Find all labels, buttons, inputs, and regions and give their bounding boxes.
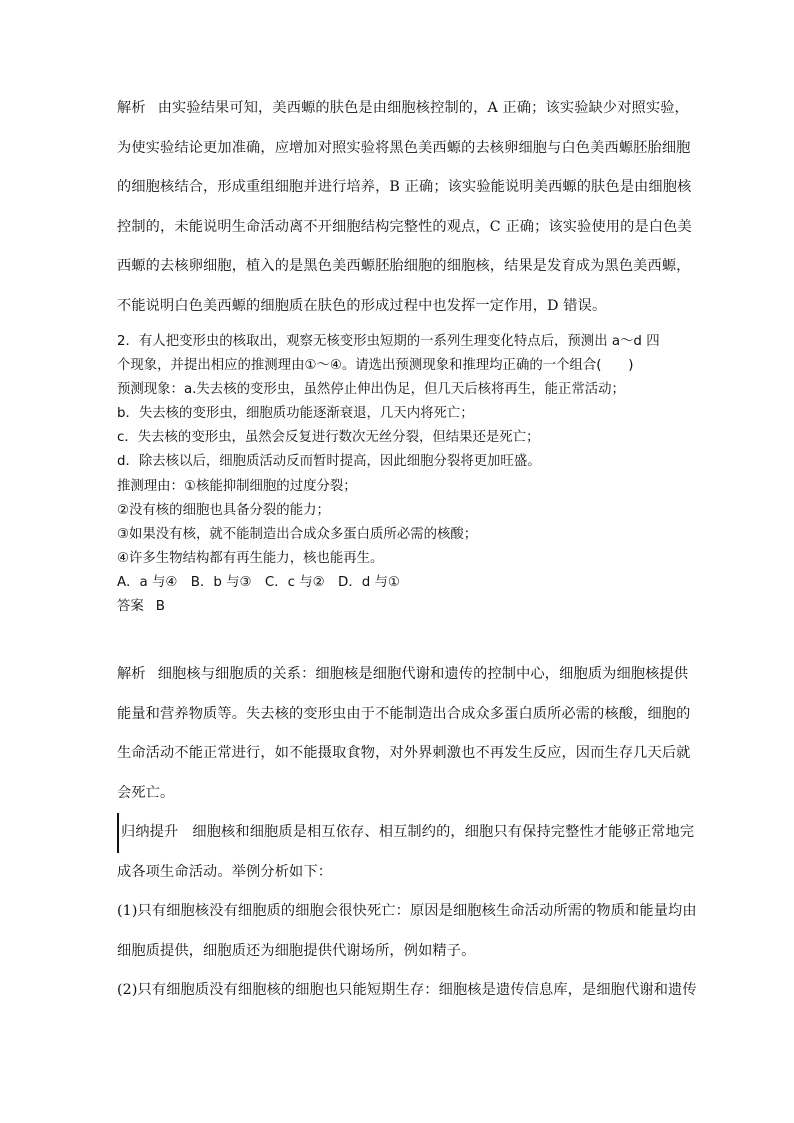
question-stem-line-1: 2．有人把变形虫的核取出，观察无核变形虫短期的一系列生理变化特点后，预测出 a～d 四 <box>117 334 660 349</box>
phenomenon-a: 预测现象：a.失去核的变形虫，虽然停止伸出伪足，但几天后核将再生，能正常活动； <box>117 382 625 398</box>
analysis-label: 解析 <box>117 100 146 116</box>
reason-4: ④许多生物结构都有再生能力，核也能再生。 <box>117 550 384 566</box>
analysis-1-line-3: 的细胞核结合，形成重组细胞并进行培养，B 正确；该实验能说明美西螈的肤色是由细胞核 <box>117 179 692 196</box>
summary-line-2: 成各项生命活动。举例分析如下： <box>117 863 333 880</box>
analysis-1-line-5: 西螈的去核卵细胞，植入的是黑色美西螈胚胎细胞的细胞核，结果是发育成为黑色美西螈， <box>117 258 691 275</box>
analysis-2-line-4: 会死亡。 <box>117 784 175 801</box>
analysis-2-line-2: 能量和营养物质等。失去核的变形虫由于不能制造出合成众多蛋白质所必需的核酸，细胞的 <box>117 705 691 722</box>
analysis-label: 解析 <box>117 666 146 682</box>
analysis-1-line-2: 为使实验结论更加准确，应增加对照实验将黑色美西螈的去核卵细胞与白色美西螈胚胎细胞 <box>117 139 691 156</box>
reason-3: ③如果没有核，就不能制造出合成众多蛋白质所必需的核酸； <box>117 526 478 542</box>
summary-line-1: 归纳提升 细胞核和细胞质是相互依存、相互制约的，细胞只有保持完整性才能够正常地完 <box>117 813 680 853</box>
phenomenon-c: c．失去核的变形虫，虽然会反复进行数次无丝分裂，但结果还是死亡； <box>117 430 540 446</box>
answer-value: B <box>155 599 165 615</box>
analysis-1 <box>117 89 692 327</box>
analysis-2-line-3: 生命活动不能正常进行，如不能摄取食物，对外界刺激也不再发生反应，因而生存几天后就 <box>117 745 691 762</box>
phenomenon-d: d．除去核以后，细胞质活动反而暂时提高，因此细胞分裂将更加旺盛。 <box>117 454 541 470</box>
analysis-2 <box>117 655 691 813</box>
summary-line-3: (1)只有细胞核没有细胞质的细胞会很快死亡：原因是细胞核生命活动所需的物质和能量均由 <box>117 903 697 920</box>
phenomenon-b: b．失去核的变形虫，细胞质功能逐渐衰退，几天内将死亡； <box>117 406 474 422</box>
summary-line-4: 细胞质提供，细胞质还为细胞提供代谢场所，例如精子。 <box>117 942 476 959</box>
analysis-2-line-1: 解析 细胞核与细胞质的关系：细胞核是细胞代谢和遗传的控制中心，细胞质为细胞核提供 <box>117 666 689 682</box>
summary-tag: 归纳提升 <box>117 813 178 853</box>
question-2 <box>117 330 680 619</box>
analysis-1-line-4: 控制的，未能说明生命活动离不开细胞结构完整性的观点，C 正确；该实验使用的是白色美 <box>117 218 692 235</box>
analysis-1-line-1: 解析 由实验结果可知，美西螈的肤色是由细胞核控制的，A 正确；该实验缺少对照实验， <box>117 100 689 116</box>
answer-label: 答案 <box>117 599 144 615</box>
summary-line-5: (2)只有细胞质没有细胞核的细胞也只能短期生存：细胞核是遗传信息库，是细胞代谢和遗传 <box>117 982 697 999</box>
question-stem-line-2: 个现象，并提出相应的推测理由①～④。请选出预测现象和推理均正确的一个组合( ) <box>117 358 634 374</box>
reason-1: 推测理由：①核能抑制细胞的过度分裂； <box>117 478 357 494</box>
analysis-1-line-6: 不能说明白色美西螈的细胞质在肤色的形成过程中也发挥一定作用，D 错误。 <box>117 297 607 314</box>
summary <box>117 813 697 1011</box>
reason-2: ②没有核的细胞也具备分裂的能力； <box>117 502 330 518</box>
answer-line <box>117 595 680 619</box>
answer-options: A．a 与④ B．b 与③ C．c 与② D．d 与① <box>117 574 400 590</box>
